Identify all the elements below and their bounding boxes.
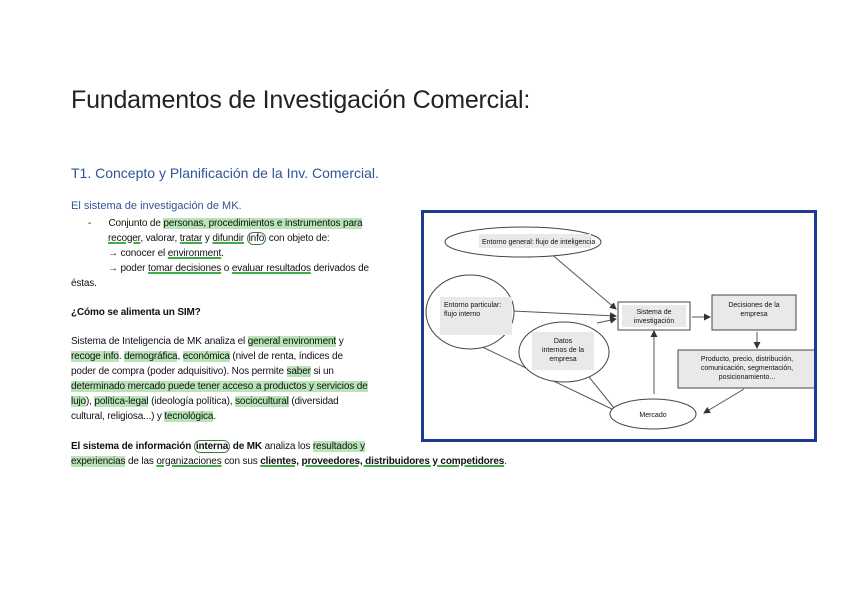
text-span: El sistema de información [71,441,194,452]
text-span: de las [125,456,157,467]
text-span: con sus [221,456,261,467]
para1-line-3 [71,364,334,379]
text-span: , [177,351,183,362]
text-span: con objeto de: [266,233,330,244]
bullet-line-5: éstas. [71,278,97,289]
underline: difundir [212,233,244,244]
text-span: Conjunto de [108,218,164,229]
text-span: → conocer el [108,248,168,259]
diagram [424,213,814,439]
text-span: analiza los [262,441,313,452]
para2-line-1 [71,439,365,454]
arrow-general-to-sistema [550,253,616,309]
producto-label-3: posicionamiento... [718,374,776,381]
highlight: política-legal [94,396,149,407]
arrow-particular-to-sistema [513,311,616,316]
para1-line-5 [71,394,339,409]
para1-line-1 [71,334,344,349]
bullet-line-4 [108,261,369,276]
underline: environment [167,248,222,259]
text-span: de MK [230,441,262,452]
highlight: demográfica [124,351,178,362]
underline: tomar decisiones [147,263,222,274]
highlight: sociocultural [235,396,289,407]
text-span: → poder [108,263,148,274]
text-span: poder de compra (poder adquisitivo). Nos permite [71,366,287,377]
section-heading: El sistema de investigación de MK. [71,200,242,212]
text-span: y [202,233,213,244]
arrow-datos-to-sistema [597,319,616,323]
bullet-line-3 [108,246,224,261]
para1-line-2 [71,349,343,364]
highlight: personas, procedimientos e instrumentos para [163,218,363,229]
highlight: económica [182,351,230,362]
para1-line-6 [71,409,216,424]
highlight: saber [286,366,311,377]
underline: organizaciones [156,456,222,467]
highlight: lujo [71,396,86,407]
question-heading: ¿Cómo se alimenta un SIM? [71,307,201,318]
text-span: (diversidad [288,396,339,407]
highlight: resultados y [312,441,365,452]
decisiones-label-2: empresa [740,311,768,318]
entorno-particular-label-1: Entorno particular: [444,302,502,309]
highlight: determinado mercado puede tener acceso a productos y servicios de [71,381,368,392]
bullet-line-2 [108,231,330,246]
entorno-particular-label-2: flujo interno [444,311,481,318]
para2-line-2 [71,454,507,469]
highlight: tecnológica [164,411,214,422]
underline: clientes, proveedores, distribuidores y competidores [260,456,505,467]
datos-label-2: internos de la [541,347,585,354]
para1-line-4 [71,379,368,394]
bullet-line-1 [88,216,362,231]
text-span: . [213,411,216,422]
text-span: derivados de [310,263,369,274]
text-span: si un [310,366,334,377]
producto-label-1: Producto, precio, distribución, [700,356,794,363]
circled-word: interna [195,441,229,452]
text-span: . [221,248,224,259]
underline: recoger [108,233,141,244]
highlight: general environment [247,336,337,347]
highlight: recoge info [71,351,119,362]
text-span: o [221,263,232,274]
page-title: Fundamentos de Investigación Comercial: [71,86,531,114]
text-span: . [118,351,125,362]
text-span: (ideología política), [148,396,236,407]
arrow-producto-to-mercado [704,389,744,413]
text-span: , valorar, [140,233,180,244]
circled-word: info [248,233,265,244]
text-span: (nivel de renta, índices de [229,351,343,362]
text-span: cultural, religiosa...) y [71,411,165,422]
subtitle: T1. Concepto y Planificación de la Inv. Comercial. [71,165,379,181]
decisiones-label-1: Decisiones de la [728,302,780,309]
underline: tratar [179,233,203,244]
text-span: y [336,336,344,347]
sistema-label-1: Sistema de [636,309,672,316]
datos-label-1: Datos [553,338,573,345]
mercado-label: Mercado [639,412,667,419]
text-span: ), [85,396,95,407]
bullet-dash: - [88,218,92,229]
datos-label-3: empresa [549,356,577,363]
text-span: . [504,456,507,467]
sistema-label-2: investigación [633,318,675,325]
diagram-frame [421,210,817,442]
entorno-general-label: Entorno general: flujo de inteligencia [482,239,596,246]
text-span: Sistema de Inteligencia de MK analiza el [71,336,248,347]
producto-label-2: comunicación, segmentación, [700,365,794,372]
highlight: experiencias [71,456,126,467]
underline: evaluar resultados [231,263,311,274]
